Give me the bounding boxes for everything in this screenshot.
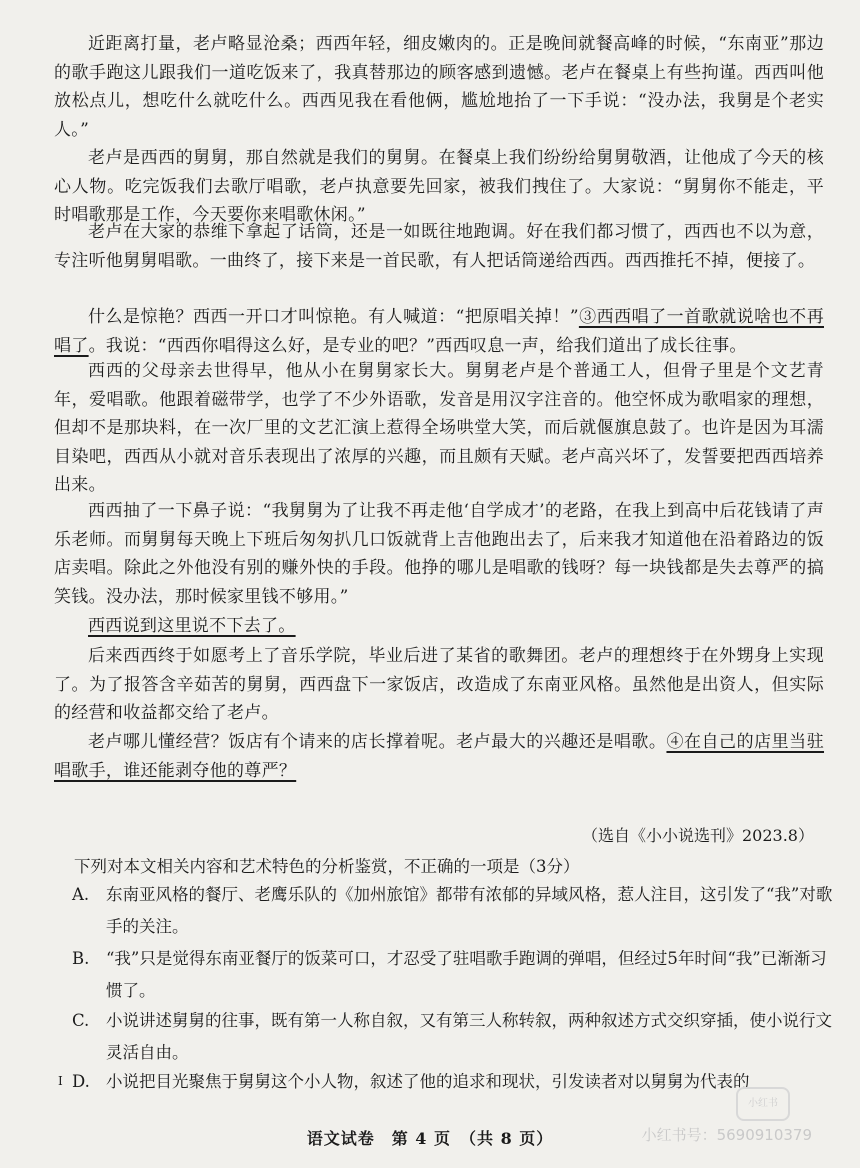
option-d <box>72 1066 840 1098</box>
paragraph-2: 老卢是西西的舅舅，那自然就是我们的舅舅。在餐桌上我们纷纷给舅舅敬酒，让他成了今天的核心人物。吃完饭我们去歌厅唱歌，老卢执意要先回家，被我们拽住了。大家说：“舅舅你不能走，平时唱歌那是工作，今天要你来唱歌休闲。” <box>54 148 824 225</box>
option-d-letter: D. <box>72 1072 90 1091</box>
option-a-text: 东南亚风格的餐厅、老鹰乐队的《加州旅馆》都带有浓郁的异域风格，惹人注目，这引发了“我”对歌手的关注。 <box>106 885 833 936</box>
option-a <box>72 879 840 943</box>
option-a-letter: A. <box>72 885 90 904</box>
paragraph-3: 老卢在大家的恭维下拿起了话筒，还是一如既往地跑调。好在我们都习惯了，西西也不以为意，专注听他舅舅唱歌。一曲终了，接下来是一首民歌，有人把话筒递给西西。西西推托不掉，便接了。 <box>54 222 824 271</box>
paragraph-4 <box>54 303 824 360</box>
option-b-letter: B. <box>72 949 90 968</box>
option-b-text: “我”只是觉得东南亚餐厅的饭菜可口，才忍受了驻唱歌手跑调的弹唱，但经过5年时间“我”已渐渐习惯了。 <box>106 949 827 1000</box>
watermark-logo: 小红书 <box>736 1087 790 1121</box>
paragraph-6: 西西抽了一下鼻子说：“我舅舅为了让我不再走他‘自学成才’的老路，在我上到高中后花钱请了声乐老师。而舅舅每天晚上下班后匆匆扒几口饭就背上吉他跑出去了，后来我才知道他在沿着路边的饭店卖唱。除此之外他没有别的赚外快的手段。他挣的哪儿是唱歌的钱呀？每一块钱都是失去尊严的搞笑钱。没办法，那时候家里钱不够用。” <box>54 501 824 607</box>
option-c-letter: C. <box>72 1011 90 1030</box>
paragraph-5: 西西的父母亲去世得早，他从小在舅舅家长大。舅舅老卢是个普通工人，但骨子里是个文艺青年，爱唱歌。他跟着磁带学，也学了不少外语歌，发音是用汉字注音的。他空怀成为歌唱家的理想，但却不是那块料，在一次厂里的文艺汇演上惹得全场哄堂大笑，而后就偃旗息鼓了。也许是因为耳濡目染吧，西西从小就对音乐表现出了浓厚的兴趣，而且颇有天赋。老卢高兴坏了，发誓要把西西培养出来。 <box>54 361 824 495</box>
watermark-id: 小红书号：5690910379 <box>641 1126 812 1144</box>
option-c-text: 小说讲述舅舅的往事，既有第一人称自叙，又有第三人称转叙，两种叙述方式交织穿插，使小说行文灵活自由。 <box>106 1011 832 1062</box>
underlined-sentence-3: ③西西唱了一首歌就说啥也不再唱了 <box>54 307 824 356</box>
source-citation: （选自《小小说选刊》2023.8） <box>582 826 814 845</box>
paragraph-8: 后来西西终于如愿考上了音乐学院，毕业后进了某省的歌舞团。老卢的理想终于在外甥身上实现了。为了报答含辛茹苦的舅舅，西西盘下一家饭店，改造成了东南亚风格。虽然他是出资人，但实际的经营和收益都交给了老卢。 <box>54 646 824 723</box>
paragraph-1: 近距离打量，老卢略显沧桑；西西年轻，细皮嫩肉的。正是晚间就餐高峰的时候，“东南亚”那边的歌手跑这儿跟我们一道吃饭来了，我真替那边的顾客感到遗憾。老卢在餐桌上有些拘谨。西西叫他放松点儿，想吃什么就吃什么。西西见我在看他俩，尴尬地抬了一下手说：“没办法，我舅是个老实人。” <box>54 34 824 140</box>
paragraph-9 <box>54 728 824 785</box>
option-d-text: 小说把目光聚焦于舅舅这个小人物，叙述了他的追求和现状，引发读者对以舅舅为代表的 <box>106 1072 750 1091</box>
paragraph-4-text-b: 。我说：“西西你唱得这么好，是专业的吧？”西西叹息一声，给我们道出了成长往事。 <box>88 335 747 356</box>
page-footer: 语文试卷 第 4 页 （共 8 页） <box>306 1129 554 1148</box>
option-c <box>72 1005 840 1069</box>
scan-mark: I <box>58 1074 63 1088</box>
option-b <box>72 943 840 1007</box>
paragraph-7-underlined: 西西说到这里说不下去了。 <box>88 616 296 636</box>
paragraph-9-text: 老卢哪儿懂经营？饭店有个请来的店长撑着呢。老卢最大的兴趣还是唱歌。 <box>88 732 667 752</box>
underlined-sentence-4: ④在自己的店里当驻唱歌手，谁还能剥夺他的尊严？ <box>54 732 825 781</box>
question-stem: 下列对本文相关内容和艺术特色的分析鉴赏，不正确的一项是（3分） <box>74 857 580 876</box>
paragraph-4-text-a: 什么是惊艳？西西一开口才叫惊艳。有人喊道：“把原唱关掉！” <box>88 307 579 327</box>
